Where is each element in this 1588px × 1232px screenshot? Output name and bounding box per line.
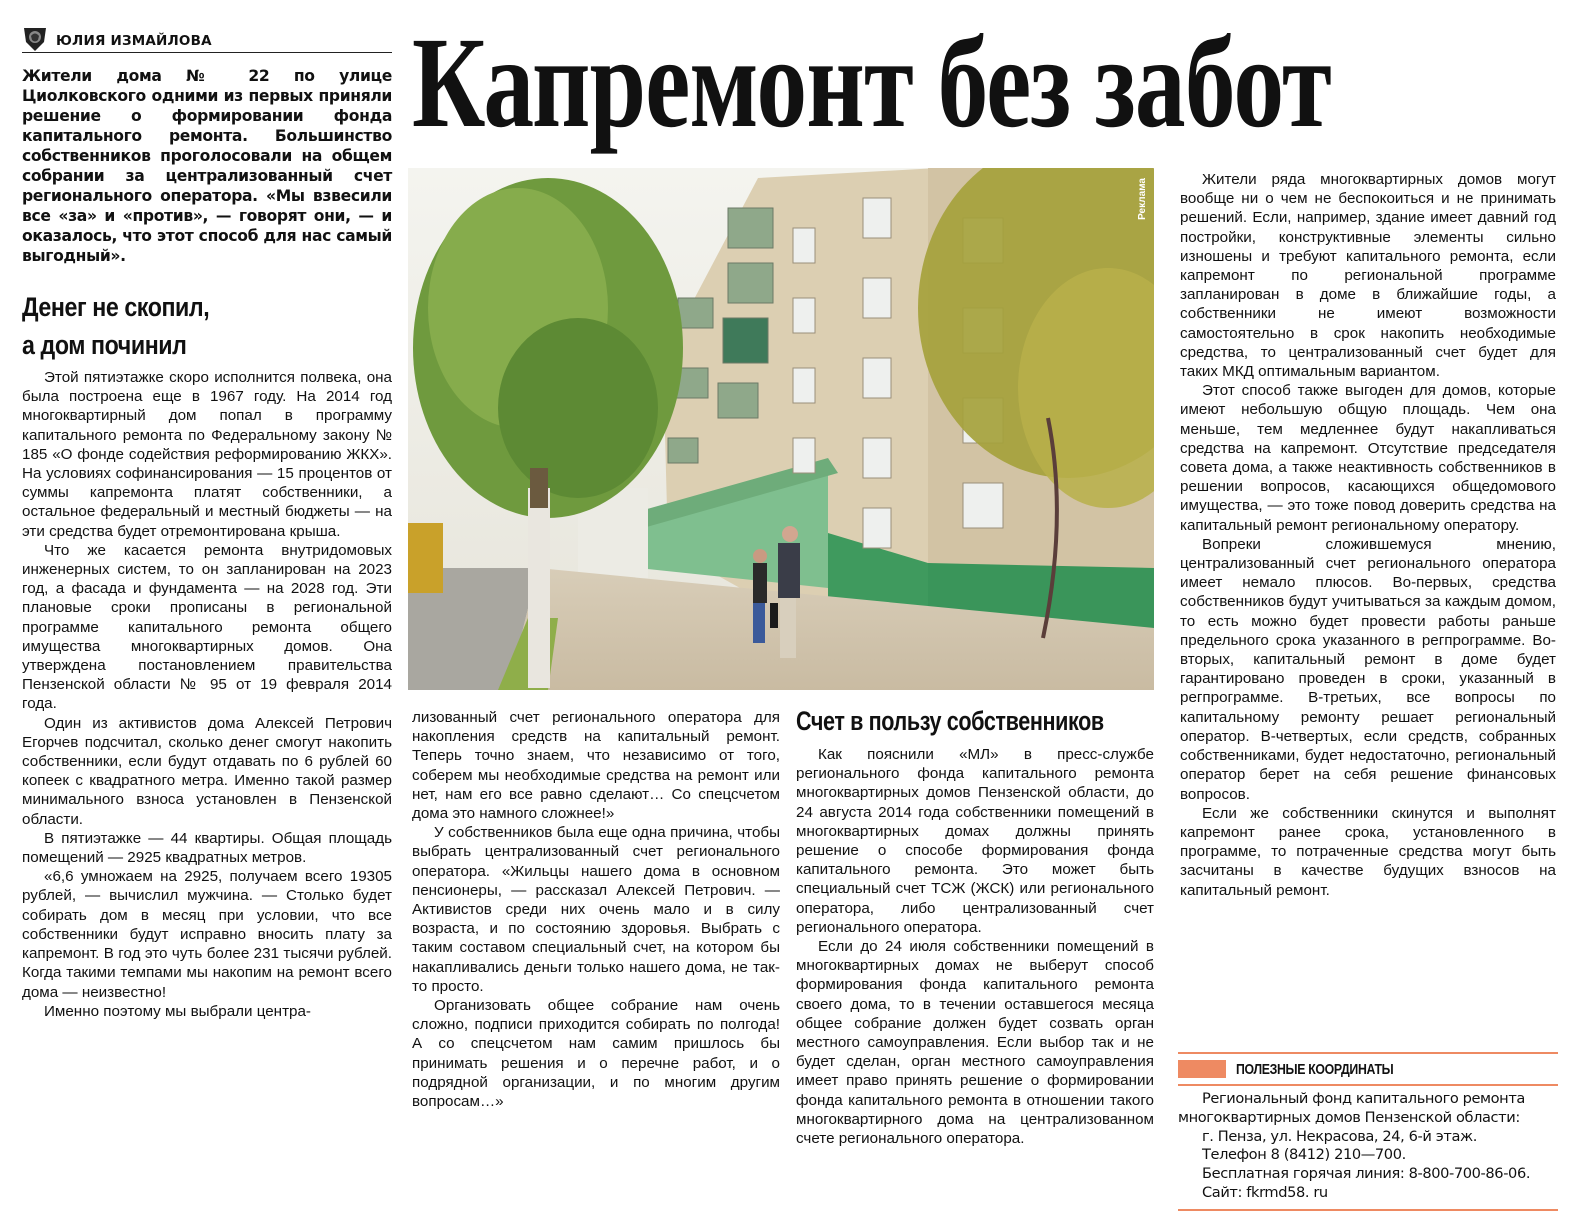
- paragraph: Что же касается ремонта внутридомовых инженерных систем, то он запланирован на 2023 год, а фасада и фундамента — на 2028 год. Эти плановые сроки прописаны в региональной программе капитального ремонта общего имущества многоквартирных домов. Она утверждена постановлением правительства Пензенской области № 95 от 19 февраля 2014 года.: [22, 541, 392, 713]
- paragraph: Именно поэтому мы выбрали центра-: [44, 1002, 311, 1020]
- accent-bar: [1178, 1060, 1226, 1078]
- contacts-box: [1178, 1052, 1558, 1211]
- section1-heading-line1: Денег не скопил,: [22, 292, 210, 322]
- headline: Капремонт без забот: [412, 11, 1332, 155]
- article-photo: [408, 168, 1154, 690]
- paragraph: Вопреки сложившемуся мнению, централизованный счет регионального оператора имеет немало плюсов. Во-первых, средства собственников будут учитываться за каждым домом, то есть можно будет провести работы раньше предельного срока указанного в регпрограмме. Во-вторых, капитальный ремонт в доме будет гарантировано проведен в сроки, указанный в регпрограмме. В-третьих, все вопросы по капитальному ремонту решает региональный оператор. В-четвертых, если средств, собранных собственниками, будет недостаточно, региональный оператор берет на себя решение финансовых вопросов.: [1180, 535, 1556, 803]
- paragraph: Жители ряда многоквартирных домов могут вообще ни о чем не беспокоиться и не принимать решений. Если, например, здание имеет давний год постройки, конструктивные элементы сильно изношены и требуют капитального ремонта, если капремонт по региональной программе запланирован в доме в ближайшие годы, а собственники не имеют возможности самостоятельно в срок накопить необходимые средства, то централизованный счет будет для таких МКД оптимальным вариантом.: [1180, 171, 1556, 381]
- column2-body: [412, 708, 780, 1111]
- section2-heading-wrap: [796, 702, 1156, 740]
- paragraph: Этой пятиэтажке скоро исполнится полвека, она была построена еще в 1967 году. На 2014 год многоквартирный дом попал в программу капитального ремонта по Федеральному закону № 185 «О фонде содействия реформированию ЖКХ». На условиях софинансирования — 15 процентов от суммы капремонта платят собственники, а остальное федеральный и местный бюджеты — на эти средства будет отремонтирована крыша.: [22, 369, 392, 540]
- paragraph: В пятиэтажке — 44 квартиры. Общая площадь помещений — 2925 квадратных метров.: [22, 829, 392, 867]
- contacts-site[interactable]: Сайт: fkrmd58. ru: [1202, 1183, 1328, 1201]
- ad-label: Реклама: [1137, 178, 1148, 220]
- paragraph: «6,6 умножаем на 2925, получаем всего 19305 рублей, — вычислил мужчина. — Столько будет собирать дом в месяц при условии, что все собственники будут исправно вносить плату за капремонт. В год это чуть более 231 тысячи рублей. Когда такими темпами мы накопим на ремонт всего дома — неизвестно!: [22, 868, 392, 1001]
- contacts-hotline: Бесплатная горячая линия: 8-800-700-86-06.: [1202, 1165, 1531, 1183]
- section1-heading: [22, 288, 392, 364]
- author-name: ЮЛИЯ ИЗМАЙЛОВА: [56, 33, 212, 49]
- contacts-address: г. Пенза, ул. Некрасова, 24, 6-й этаж.: [1202, 1127, 1477, 1145]
- badge-icon: [22, 26, 48, 52]
- contacts-header: [1178, 1054, 1558, 1084]
- paragraph: Один из активистов дома Алексей Петрович Егорчев подсчитал, сколько денег смогут накопить собственники, если будут отдавать по 6 рублей 60 копеек с квадратного метра. Именно такой размер минимального взноса установлен в Пензенской области.: [22, 714, 392, 828]
- column4-body: [1180, 170, 1556, 900]
- section2-heading: Счет в пользу собственников: [796, 706, 1104, 736]
- paragraph: лизованный счет регионального оператора для накопления средств на капитальный ремонт. Теперь точно знаем, что независимо от того, соберем мы необходимые средства на ремонт или нет, нам его все равно сделают… Со спецсчетом дома это намного сложнее!»: [412, 709, 780, 823]
- contacts-org-line1: Региональный фонд капитального ремонта: [1202, 1090, 1525, 1107]
- author-byline: [22, 30, 392, 53]
- divider: [1178, 1209, 1558, 1211]
- contacts-org-line2: многоквартирных домов Пензенской области:: [1178, 1108, 1520, 1126]
- column3-body: [796, 745, 1154, 1148]
- contacts-title: ПОЛЕЗНЫЕ КООРДИНАТЫ: [1236, 1060, 1394, 1078]
- paragraph: Как пояснили «МЛ» в пресс-службе регионального фонда капитального ремонта многоквартирных домов Пензенской области, до 24 августа 2014 года собственники помещений в многоквартирных домах должны принять решение о способе формирования фонда капитального ремонта. Это может быть специальный счет ТСЖ (ЖСК) или регионального оператора, либо централизованный счет регионального оператора.: [796, 746, 1154, 936]
- paragraph: У собственников была еще одна причина, чтобы выбрать централизованный счет регионального оператора. «Жильцы нашего дома в основном пенсионеры, — рассказал Алексей Петрович. — Активистов среди них очень мало и в силу возраста, и по состоянию здоровья. Выбрать с таким составом специальный счет, на котором бы накапливались деньги только нашего дома, не так-то просто.: [412, 824, 780, 995]
- paragraph: Если до 24 июля собственники помещений в многоквартирных домах не выберут способ формирования фонда капитального ремонта своего дома, то в течении оставшегося месяца общее собрание должен будет созвать орган местного самоуправления. Если выбор так и не будет сделан, орган местного самоуправления имеет право принять решение о формировании фонда капитального ремонта в отношении такого многоквартирного дома на централизованном счете регионального оператора.: [796, 938, 1154, 1148]
- section1-heading-line2: а дом починил: [22, 330, 187, 360]
- contacts-phone: Телефон 8 (8412) 210—700.: [1202, 1146, 1406, 1164]
- paragraph: Организовать общее собрание нам очень сложно, подписи приходится собирать по полгода! А со спецсчетом нам самим пришлось бы принимать решения и о перечне работ, и о подрядной организации, и по многим другим вопросам…»: [412, 997, 780, 1111]
- paragraph: Если же собственники скинутся и выполнят капремонт ранее срока, установленного в программе, то потраченные средства могут быть засчитаны в качестве будущих взносов на капитальный ремонт.: [1180, 804, 1556, 899]
- column1-body: [22, 368, 392, 1021]
- lead-paragraph: Жители дома № 22 по улице Циолковского одними из первых приняли решение о формировании фонда капитального ремонта. Большинство собственников проголосовали на общем собрании за централизованный счет регионального оператора. «Мы взвесили все «за» и «против», — говорят они, — и оказалось, что этот способ для нас самый выгодный».: [22, 67, 392, 265]
- contacts-body: [1178, 1086, 1558, 1209]
- street-photo-illustration: [408, 168, 1154, 690]
- paragraph: Этот способ также выгоден для домов, которые имеют небольшую общую площадь. Чем она меньше, тем медленнее будут накапливаться средства на капремонт. Отсутствие председателя совета дома, а также неактивность собственников в решении вопросов, касающихся общедомового имущества, — это тоже повод доверить средства на капитальный ремонт региональному оператору.: [1180, 382, 1556, 534]
